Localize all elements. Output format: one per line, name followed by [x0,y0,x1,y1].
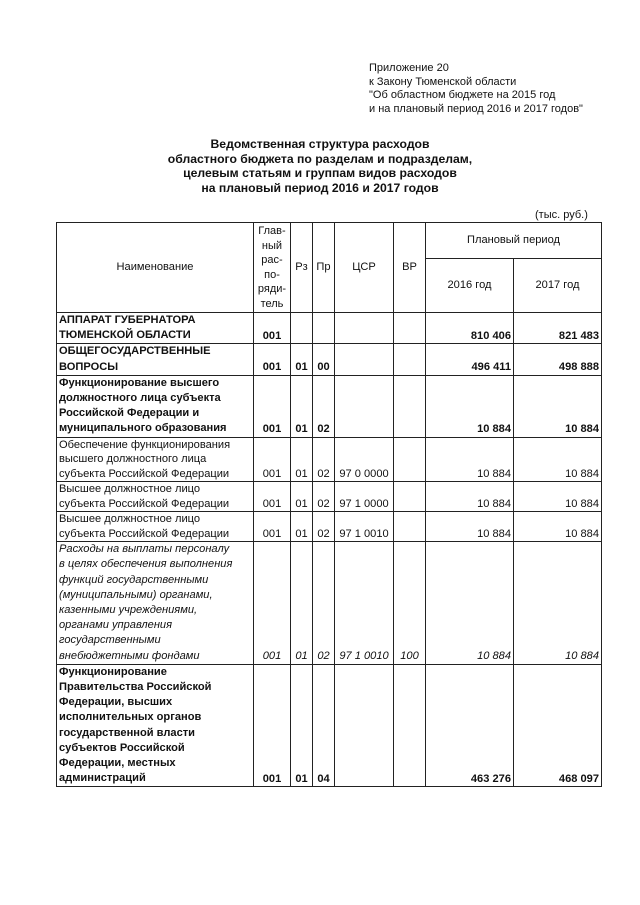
row-name-line: (муниципальными) органами, [59,588,213,601]
row-amount-2016: 10 884 [426,482,514,512]
appendix-line: "Об областном бюджете на 2015 год [369,89,556,101]
row-pr: 00 [313,344,335,375]
table-row [57,542,602,665]
row-name [57,512,254,542]
row-amount-2017: 10 884 [514,482,602,512]
appendix-line: и на плановый период 2016 и 2017 годов" [369,102,583,115]
table-row [57,664,602,787]
row-name-line: Высшее должностное лицо [59,483,201,496]
table-row [57,375,602,437]
row-amount-2016: 10 884 [426,542,514,665]
row-csr [335,313,394,344]
row-rz: 01 [291,344,313,375]
row-rz: 01 [291,664,313,787]
row-pr [313,313,335,344]
row-rz: 01 [291,437,313,482]
title-line: областного бюджета по разделам и подразделам, [167,151,473,166]
row-rz [291,313,313,344]
row-name-line: органами управления [59,619,173,632]
row-amount-2017: 10 884 [514,375,602,437]
row-amount-2017: 498 888 [514,344,602,375]
row-name-line: Функционирование высшего [59,376,220,389]
table-row [57,512,602,542]
row-vr [394,313,426,344]
header-gr-part: ряди- [257,283,287,295]
row-pr: 02 [313,482,335,512]
header-gr [254,223,291,313]
header-csr: ЦСР [335,223,394,313]
header-pr: Пр [313,223,335,313]
row-vr: 100 [394,542,426,665]
header-gr-part: Глав- [258,225,286,237]
row-name-line: субъекта Российской Федерации [59,467,230,480]
row-name [57,542,254,665]
table-row [57,313,602,344]
row-name-line: функций государственными [59,573,209,586]
row-name-line: ТЮМЕНСКОЙ ОБЛАСТИ [59,329,191,342]
row-csr: 97 1 0010 [335,512,394,542]
header-gr-part: рас- [261,254,283,266]
document-title [0,137,640,195]
row-name-line: в целях обеспечения выполнения [59,558,233,571]
row-amount-2017: 821 483 [514,313,602,344]
row-name-line: субъектов Российской [59,741,185,754]
row-name-line: должностного лица субъекта [59,392,221,405]
row-vr [394,664,426,787]
row-pr: 02 [313,542,335,665]
row-name-line: Высшее должностное лицо [59,513,201,526]
row-gr: 001 [254,344,291,375]
row-name-line: Обеспечение функционирования [59,438,231,451]
row-name-line: казенными учреждениями, [59,603,198,616]
row-name-line: Функционирование [59,665,167,678]
row-vr [394,437,426,482]
table-row [57,437,602,482]
units-label: (тыс. руб.) [535,209,588,221]
row-gr: 001 [254,375,291,437]
row-gr: 001 [254,664,291,787]
row-name-line: Федерации, местных [59,756,176,769]
row-amount-2016: 496 411 [426,344,514,375]
row-pr: 04 [313,664,335,787]
row-amount-2016: 10 884 [426,512,514,542]
row-amount-2017: 10 884 [514,542,602,665]
row-rz: 01 [291,482,313,512]
row-name-line: исполнительных органов [59,711,202,724]
appendix-note [369,62,583,116]
row-name-line: Правительства Российской [59,680,212,693]
header-vr: ВР [394,223,426,313]
table-row [57,482,602,512]
row-amount-2017: 468 097 [514,664,602,787]
title-line: Ведомственная структура расходов [210,137,430,151]
row-name-line: муниципального образования [59,422,227,435]
row-name-line: внебюджетными фондами [59,649,200,662]
header-gr-part: тель [260,297,284,310]
row-name [57,437,254,482]
row-csr [335,375,394,437]
row-gr: 001 [254,437,291,482]
header-2016: 2016 год [426,259,514,313]
row-gr: 001 [254,512,291,542]
row-csr: 97 0 0000 [335,437,394,482]
row-amount-2016: 463 276 [426,664,514,787]
row-gr: 001 [254,482,291,512]
header-2017: 2017 год [514,259,602,313]
row-name-line: субъекта Российской Федерации [59,497,230,510]
row-name-line: Российской Федерации и [59,407,200,420]
row-csr: 97 1 0000 [335,482,394,512]
header-period: Плановый период [426,223,602,259]
header-gr-part: по- [264,268,280,281]
row-name-line: Федерации, высших [59,696,173,709]
row-pr: 02 [313,375,335,437]
row-name-line: АППАРАТ ГУБЕРНАТОРА [59,314,196,326]
row-csr [335,664,394,787]
row-name-line: ВОПРОСЫ [59,360,119,373]
row-amount-2016: 810 406 [426,313,514,344]
row-name-line: Расходы на выплаты персоналу [59,543,230,556]
row-pr: 02 [313,512,335,542]
row-amount-2016: 10 884 [426,375,514,437]
row-name-line: ОБЩЕГОСУДАРСТВЕННЫЕ [59,345,211,358]
row-name [57,375,254,437]
row-gr: 001 [254,313,291,344]
row-csr: 97 1 0010 [335,542,394,665]
row-rz: 01 [291,512,313,542]
title-line: на плановый период 2016 и 2017 годов [201,180,439,195]
row-amount-2016: 10 884 [426,437,514,482]
header-name: Наименование [57,223,254,313]
row-name [57,664,254,787]
header-gr-part: ный [261,239,283,252]
row-amount-2017: 10 884 [514,512,602,542]
row-name-line: государственной власти [59,726,195,739]
row-name-line: субъекта Российской Федерации [59,527,230,540]
row-name [57,482,254,512]
header-rz: Рз [291,223,313,313]
row-csr [335,344,394,375]
budget-table [56,222,602,787]
row-name-line: высшего должностного лица [59,453,207,466]
appendix-line: к Закону Тюменской области [369,75,517,88]
row-name [57,313,254,344]
row-name-line: государственными [59,634,161,647]
row-rz: 01 [291,542,313,665]
row-amount-2017: 10 884 [514,437,602,482]
row-name-line: администраций [59,772,146,785]
table-row [57,344,602,375]
row-vr [394,512,426,542]
row-vr [394,482,426,512]
row-rz: 01 [291,375,313,437]
row-gr: 001 [254,542,291,665]
title-line: целевым статьям и группам видов расходов [183,166,457,181]
row-vr [394,375,426,437]
row-vr [394,344,426,375]
row-pr: 02 [313,437,335,482]
appendix-line: Приложение 20 [369,62,449,74]
row-name [57,344,254,375]
